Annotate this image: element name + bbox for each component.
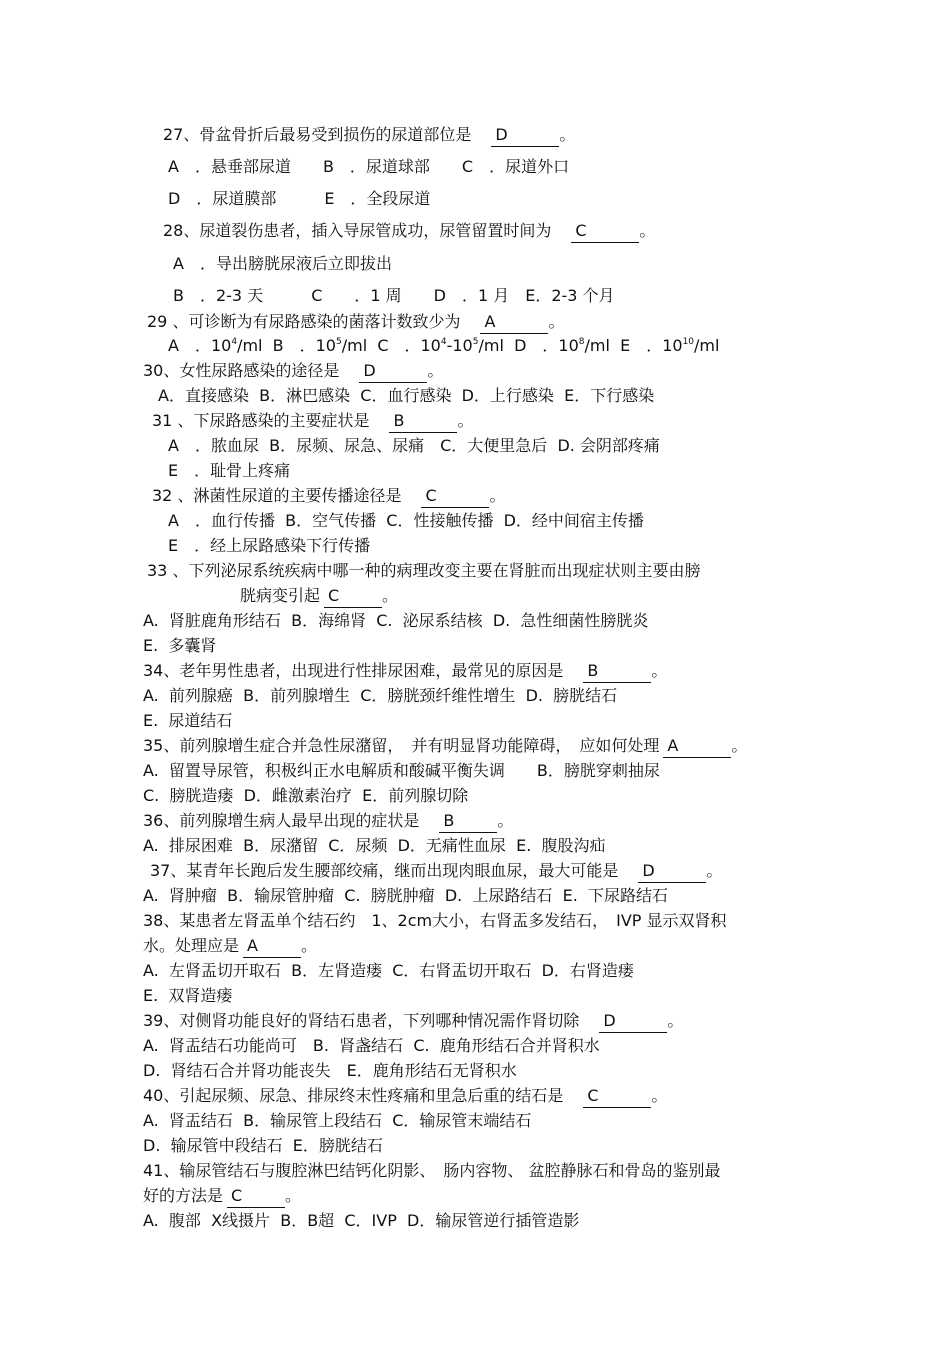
question-stem: 27、骨盆骨折后最易受到损伤的尿道部位是 (163, 125, 472, 144)
question-39-options-1: A. 肾盂结石功能尚可 B. 肾盏结石 C. 鹿角形结石合并肾积水 (143, 1036, 600, 1055)
question-stem: 32 、淋菌性尿道的主要传播途径是 (152, 486, 402, 505)
question-27-options-2: D ．尿道膜部 E ．全段尿道 (168, 189, 431, 208)
question-38-options-1: A. 左肾盂切开取石 B．左肾造瘘 C．右肾盂切开取石 D．右肾造瘘 (143, 961, 634, 980)
answer-blank: B (389, 410, 457, 433)
question-40-options-1: A. 肾盂结石 B．输尿管上段结石 C．输尿管末端结石 (143, 1111, 532, 1130)
question-34-options-2: E. 尿道结石 (143, 711, 233, 730)
question-27-options-1: A ．悬垂部尿道 B ．尿道球部 C ．尿道外口 (168, 157, 570, 176)
answer-blank: C (324, 585, 382, 608)
answer-blank: D (359, 360, 427, 383)
question-34-options-1: A. 前列腺癌 B．前列腺增生 C．膀胱颈纤维性增生 D. 膀胱结石 (143, 686, 618, 705)
question-stem: 40、引起尿频、尿急、排尿终末性疼痛和里急后重的结石是 (143, 1086, 564, 1105)
question-41-line-2: 好的方法是 C 。 (143, 1185, 301, 1208)
question-31: 31 、下尿路感染的主要症状是 B 。 (152, 410, 473, 433)
question-33-options-2: E. 多囊肾 (143, 636, 217, 655)
question-29-options: A ．$10^4/ml$ B ．$10^5/ml$ C ．$10^4-10^5/ml$ D ．$10^8/ml$ E ．$10^{10}/ml$ (168, 336, 720, 355)
question-38: 38、某患者左肾盂单个结石约 1、2cm大小，右肾盂多发结石， IVP 显示双肾积 (143, 911, 727, 930)
question-stem: 29 、可诊断为有尿路感染的菌落计数致少为 (147, 312, 461, 331)
question-35-options-2: C. 膀胱造瘘 D．雌激素治疗 E．前列腺切除 (143, 786, 469, 805)
question-stem: 35、前列腺增生症合并急性尿潴留， 并有明显肾功能障碍， 应如何处理 (143, 736, 660, 755)
answer-blank: A (243, 935, 301, 958)
question-36-options: A. 排尿困难 B．尿潴留 C．尿频 D．无痛性血尿 E. 腹股沟疝 (143, 836, 606, 855)
question-39: 39、对侧肾功能良好的肾结石患者，下列哪种情况需作肾切除 D 。 (143, 1010, 683, 1033)
question-32: 32 、淋菌性尿道的主要传播途径是 C 。 (152, 485, 505, 508)
question-33-options-1: A. 肾脏鹿角形结石 B．海绵肾 C. 泌尿系结核 D. 急性细菌性膀胱炎 (143, 611, 649, 630)
question-30-options: A．直接感染 B．淋巴感染 C．血行感染 D．上行感染 E．下行感染 (158, 386, 655, 405)
question-39-options-2: D. 肾结石合并肾功能丧失 E．鹿角形结石无肾积水 (143, 1061, 517, 1080)
question-33: 33 、下列泌尿系统疾病中哪一种的病理改变主要在肾脏而出现症状则主要由膀 (147, 561, 701, 580)
answer-blank: D (638, 860, 706, 883)
question-32-options-1: A ．血行传播 B．空气传播 C．性接触传播 D．经中间宿主传播 (168, 511, 644, 530)
answer-blank: C (583, 1085, 651, 1108)
question-37: 37、某青年长跑后发生腰部绞痛，继而出现肉眼血尿，最大可能是 D 。 (150, 860, 722, 883)
question-34: 34、老年男性患者，出现进行性排尿困难，最常见的原因是 B 。 (143, 660, 667, 683)
question-36: 36、前列腺增生病人最早出现的症状是 B 。 (143, 810, 513, 833)
question-33-line-2: 胱病变引起 C 。 (240, 585, 398, 608)
answer-blank: C (421, 485, 489, 508)
answer-blank: C (227, 1185, 285, 1208)
question-35-options-1: A. 留置导尿管，积极纠正水电解质和酸碱平衡失调 B．膀胱穿刺抽尿 (143, 761, 660, 780)
question-stem: 34、老年男性患者，出现进行性排尿困难，最常见的原因是 (143, 661, 564, 680)
question-stem: 28、尿道裂伤患者，插入导尿管成功，尿管留置时间为 (163, 221, 552, 240)
answer-blank: A (480, 311, 548, 334)
answer-blank: D (491, 124, 559, 147)
answer-blank: D (599, 1010, 667, 1033)
question-stem: 37、某青年长跑后发生腰部绞痛，继而出现肉眼血尿，最大可能是 (150, 861, 619, 880)
question-38-line-2: 水。处理应是 A 。 (143, 935, 317, 958)
question-stem: 39、对侧肾功能良好的肾结石患者，下列哪种情况需作肾切除 (143, 1011, 580, 1030)
answer-blank: A (663, 735, 731, 758)
question-27: 27、骨盆骨折后最易受到损伤的尿道部位是 D 。 (163, 124, 575, 147)
question-28-options-2: B ．2-3 天 C ．1 周 D ．1 月 E．2-3 个月 (173, 286, 615, 305)
question-stem: 31 、下尿路感染的主要症状是 (152, 411, 370, 430)
question-41: 41、输尿管结石与腹腔淋巴结钙化阴影、 肠内容物、 盆腔静脉石和骨岛的鉴别最 (143, 1161, 721, 1180)
question-28-options-1: A ．导出膀胱尿液后立即拔出 (173, 254, 392, 273)
answer-blank: B (439, 810, 497, 833)
answer-blank: B (583, 660, 651, 683)
question-29: 29 、可诊断为有尿路感染的菌落计数致少为 A 。 (147, 311, 564, 334)
question-28: 28、尿道裂伤患者，插入导尿管成功，尿管留置时间为 C 。 (163, 220, 655, 243)
question-30: 30、女性尿路感染的途径是 D 。 (143, 360, 443, 383)
question-32-options-2: E ．经上尿路感染下行传播 (168, 536, 371, 555)
question-stem: 36、前列腺增生病人最早出现的症状是 (143, 811, 420, 830)
question-40-options-2: D. 输尿管中段结石 E．膀胱结石 (143, 1136, 383, 1155)
question-40: 40、引起尿频、尿急、排尿终末性疼痛和里急后重的结石是 C 。 (143, 1085, 667, 1108)
question-31-options-2: E ．耻骨上疼痛 (168, 461, 291, 480)
question-stem: 30、女性尿路感染的途径是 (143, 361, 340, 380)
question-37-options: A. 肾肿瘤 B．输尿管肿瘤 C. 膀胱肿瘤 D. 上尿路结石 E. 下尿路结石 (143, 886, 668, 905)
answer-blank: C (571, 220, 639, 243)
question-38-options-2: E. 双肾造瘘 (143, 986, 233, 1005)
question-35: 35、前列腺增生症合并急性尿潴留， 并有明显肾功能障碍， 应如何处理 A 。 (143, 735, 747, 758)
question-41-options: A. 腹部 X线摄片 B．B超 C．IVP D．输尿管逆行插管造影 (143, 1211, 580, 1230)
question-31-options-1: A ．脓血尿 B．尿频、尿急、尿痛 C．大便里急后 D. 会阴部疼痛 (168, 436, 660, 455)
